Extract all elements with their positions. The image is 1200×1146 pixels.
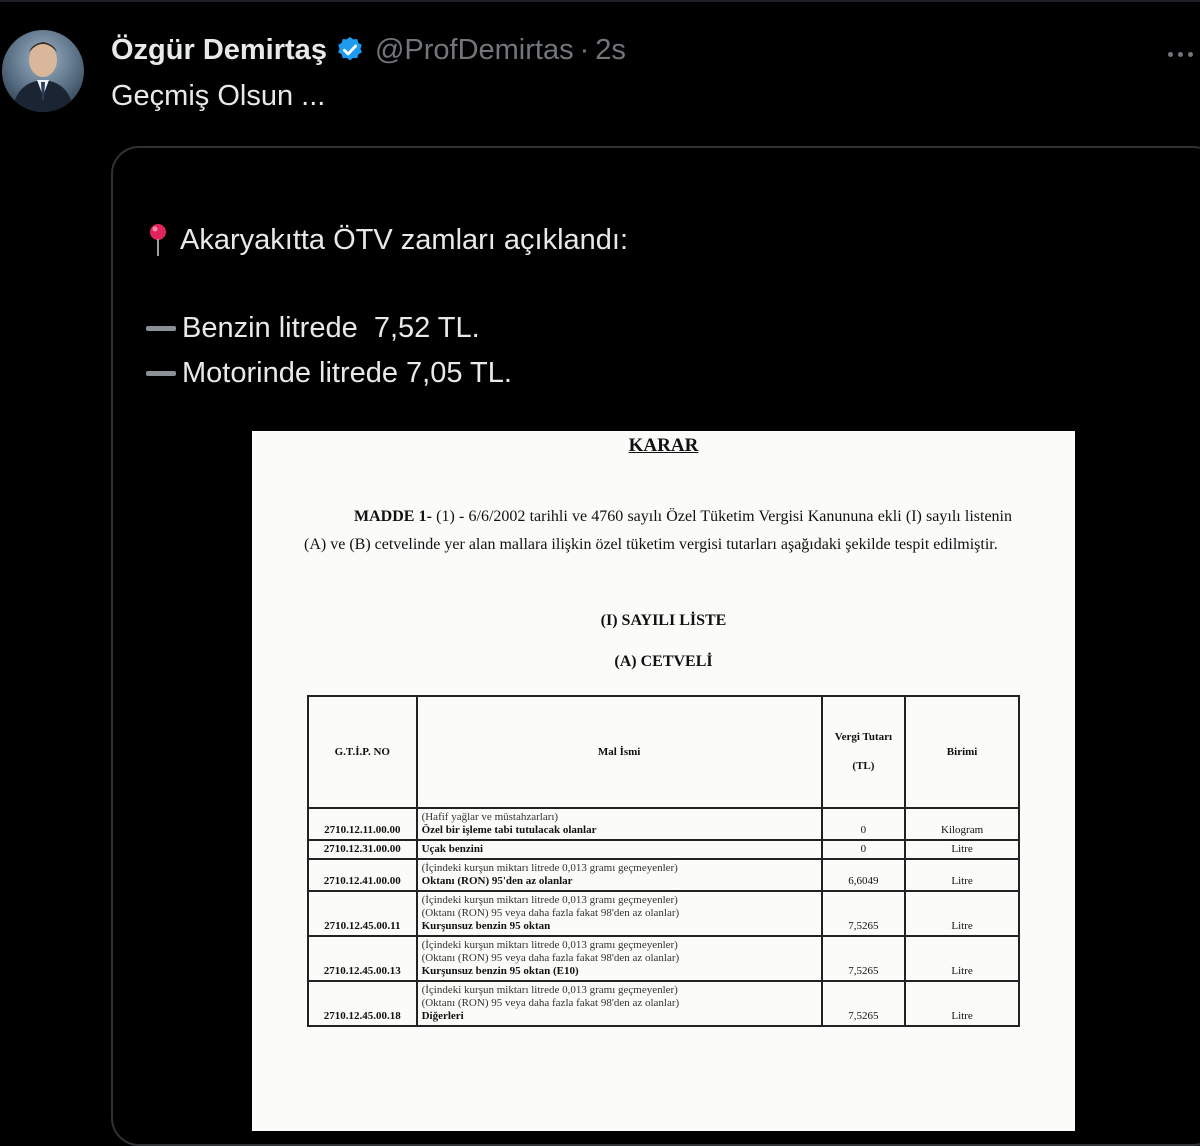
quoted-line-text: Motorinde litrede 7,05 TL. xyxy=(182,357,512,389)
gtip-code: 2710.12.41.00.00 xyxy=(308,859,417,891)
product-name-cell xyxy=(417,840,822,859)
table-row xyxy=(308,981,1019,1026)
table-row xyxy=(308,936,1019,981)
header-name: Mal İsmi xyxy=(417,696,822,808)
gtip-code: 2710.12.45.00.13 xyxy=(308,936,417,981)
product-name-cell xyxy=(417,859,822,891)
tax-amount: 7,5265 xyxy=(822,981,906,1026)
header-unit: Birimi xyxy=(905,696,1019,808)
tax-amount: 7,5265 xyxy=(822,936,906,981)
document-image[interactable] xyxy=(252,431,1075,1131)
table-row xyxy=(308,840,1019,859)
unit: Litre xyxy=(905,840,1019,859)
gtip-code: 2710.12.31.00.00 xyxy=(308,840,417,859)
product-note: (Oktanı (RON) 95 veya daha fazla fakat 98'den az olanlar) xyxy=(421,997,680,1009)
gtip-code: 2710.12.45.00.11 xyxy=(308,891,417,936)
author-name[interactable]: Özgür Demirtaş xyxy=(111,33,327,66)
document-title: KARAR xyxy=(628,435,699,456)
product-name: Uçak benzini xyxy=(421,843,484,855)
header-tax: Vergi Tutarı (TL) xyxy=(822,696,906,808)
tax-amount: 7,5265 xyxy=(822,891,906,936)
heavy-minus-icon xyxy=(146,326,176,331)
quoted-line-benzin xyxy=(146,312,480,345)
product-name-cell xyxy=(417,891,822,936)
article-text: (1) - 6/6/2002 tarihli ve 4760 sayılı Özel Tüketim Vergisi Kanununa ekli (I) sayılı listenin (A) ve (B) cetvelinde yer alan mallara ilişkin özel tüketim vergisi tutarları aşağıdaki şekilde tespit edilmiştir. xyxy=(304,508,1012,553)
product-name-cell xyxy=(417,981,822,1026)
gtip-table xyxy=(307,695,1020,1027)
product-name: Diğerleri xyxy=(421,1010,464,1022)
product-note: (İçindeki kurşun miktarı litrede 0,013 gramı geçmeyenler) xyxy=(421,862,678,874)
tweet-text: Geçmiş Olsun ... xyxy=(111,80,326,112)
unit: Litre xyxy=(905,859,1019,891)
quoted-headline: Akaryakıtta ÖTV zamları açıklandı: xyxy=(180,223,629,256)
tweet-header xyxy=(111,28,626,72)
tax-amount: 0 xyxy=(822,808,906,840)
author-avatar[interactable] xyxy=(2,30,84,112)
table-row xyxy=(308,859,1019,891)
product-note: (İçindeki kurşun miktarı litrede 0,013 gramı geçmeyenler) xyxy=(421,939,678,951)
quoted-headline-line xyxy=(146,222,628,258)
product-note: (İçindeki kurşun miktarı litrede 0,013 gramı geçmeyenler) xyxy=(421,894,678,906)
article-label: MADDE 1- xyxy=(354,508,432,525)
table-header-row xyxy=(308,696,1019,808)
table-row xyxy=(308,808,1019,840)
tax-amount: 0 xyxy=(822,840,906,859)
product-note: (Oktanı (RON) 95 veya daha fazla fakat 98'den az olanlar) xyxy=(421,907,680,919)
product-note: (Hafif yağlar ve müstahzarları) xyxy=(421,811,559,823)
unit: Litre xyxy=(905,936,1019,981)
top-divider xyxy=(0,0,1200,2)
quoted-line-motorin xyxy=(146,357,512,390)
product-name-cell xyxy=(417,936,822,981)
product-note: (Oktanı (RON) 95 veya daha fazla fakat 98'den az olanlar) xyxy=(421,952,680,964)
cetvel-title: (A) CETVELİ xyxy=(614,653,713,670)
product-name: Oktanı (RON) 95'den az olanlar xyxy=(421,875,573,887)
avatar-photo xyxy=(2,30,84,112)
document-article xyxy=(304,503,1012,559)
tweet-timestamp[interactable]: 2s xyxy=(595,33,626,66)
more-options-icon[interactable] xyxy=(1168,44,1200,54)
product-name: Kurşunsuz benzin 95 oktan (E10) xyxy=(421,965,579,977)
tax-amount: 6,6049 xyxy=(822,859,906,891)
author-handle[interactable]: @ProfDemirtas xyxy=(374,33,574,66)
list-title: (I) SAYILI LİSTE xyxy=(600,612,727,629)
meta-separator: · xyxy=(579,33,590,66)
gtip-code: 2710.12.11.00.00 xyxy=(308,808,417,840)
unit: Litre xyxy=(905,981,1019,1026)
heavy-minus-icon xyxy=(146,371,176,376)
product-name: Özel bir işleme tabi tutulacak olanlar xyxy=(421,824,597,836)
product-name: Kurşunsuz benzin 95 oktan xyxy=(421,920,551,932)
unit: Litre xyxy=(905,891,1019,936)
product-name-cell xyxy=(417,808,822,840)
quoted-line-text: Benzin litrede 7,52 TL. xyxy=(182,312,480,344)
header-gtip: G.T.İ.P. NO xyxy=(308,696,417,808)
product-note: (İçindeki kurşun miktarı litrede 0,013 gramı geçmeyenler) xyxy=(421,984,678,996)
round-pushpin-icon xyxy=(146,222,170,258)
gtip-code: 2710.12.45.00.18 xyxy=(308,981,417,1026)
table-row xyxy=(308,891,1019,936)
verified-badge-icon xyxy=(335,35,365,65)
unit: Kilogram xyxy=(905,808,1019,840)
